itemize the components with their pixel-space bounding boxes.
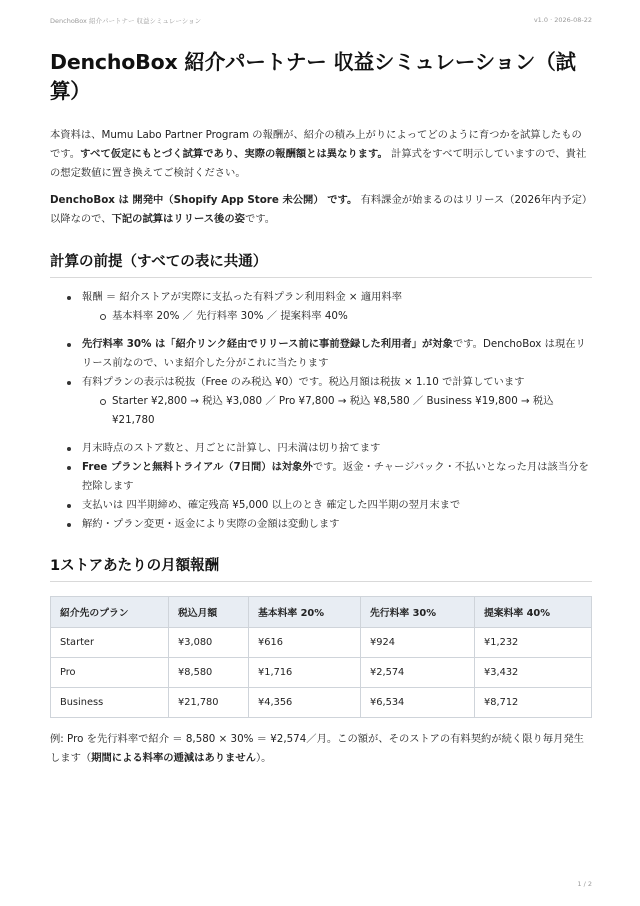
table-row [51, 688, 592, 718]
list-item [82, 307, 592, 326]
column-header: 紹介先のプラン [51, 597, 169, 628]
table-cell: ¥8,712 [475, 688, 592, 718]
list-item [50, 373, 592, 430]
column-header: 税込月額 [169, 597, 249, 628]
intro-text: 計算式をすべて明示していますので、貴社の想定数値に置き換えてご検討ください。 [50, 148, 587, 179]
list-item [50, 515, 592, 534]
table-cell: ¥2,574 [361, 658, 475, 688]
assumptions-heading: 計算の前提（すべての表に共通） [50, 252, 592, 278]
table-row [51, 658, 592, 688]
table-cell: ¥3,080 [169, 628, 249, 658]
list-item [50, 496, 592, 515]
column-header: 基本料率 20% [249, 597, 361, 628]
payment-terms: 支払いは 四半期締め、確定残高 ¥5,000 以上のとき 確定した四半期の翌月末まで [82, 499, 461, 511]
intro-text: です。 [244, 213, 276, 225]
table-row [51, 628, 592, 658]
no-decay-note: 期間による料率の逓減はありません [91, 752, 256, 764]
assumptions-list [50, 288, 592, 534]
monthly-calc-note: 月末時点のストア数と、月ごとに計算し、円未満は切り捨てます [82, 442, 381, 454]
table-cell: ¥924 [361, 628, 475, 658]
page-header [50, 16, 592, 28]
table-cell: ¥1,716 [249, 658, 361, 688]
column-header: 先行料率 30% [361, 597, 475, 628]
intro-paragraph-2 [50, 191, 592, 229]
table-header-row [51, 597, 592, 628]
list-item [50, 458, 592, 496]
list-item [50, 335, 592, 373]
page-number: 1 / 2 [577, 880, 592, 888]
refund-note: です。返金・チャージバック・不払いとなった月は該当分を控除します [82, 461, 589, 492]
sub-list [82, 307, 592, 326]
table-cell: Business [51, 688, 169, 718]
variance-note: 解約・プラン変更・返金により実際の金額は変動します [82, 518, 340, 530]
free-exclusion: Free プランと無料トライアル（7日間）は対象外 [82, 461, 313, 473]
table-cell: ¥4,356 [249, 688, 361, 718]
header-version: v1.0 · 2026-08-22 [533, 16, 592, 24]
table-cell: ¥1,232 [475, 628, 592, 658]
intro-disclaimer: すべて仮定にもとづく試算であり、実際の報酬額とは異なります。 [80, 148, 388, 160]
price-conversion: Starter ¥2,800 → 税込 ¥3,080 ／ Pro ¥7,800 → 税込 ¥8,580 ／ Business ¥19,800 → 税込 ¥21,780 [112, 395, 554, 426]
dev-status: DenchoBox は 開発中（Shopify App Store 未公開） です。 [50, 194, 358, 206]
table-cell: ¥6,534 [361, 688, 475, 718]
list-item [82, 392, 592, 430]
intro-text: 有料課金が始まるのはリリース（2026年内予定）以降なので、 [50, 194, 588, 225]
post-release-note: 下記の試算はリリース後の姿 [111, 213, 245, 225]
intro-paragraph-1 [50, 126, 592, 183]
table-cell: Pro [51, 658, 169, 688]
early-rate-condition: 先行料率 30% は「紹介リンク経由でリリース前に事前登録した利用者」が対象 [82, 338, 453, 350]
price-note: 有料プランの表示は税抜（Free のみ税込 ¥0）です。税込月額は税抜 × 1.10 で計算しています [82, 376, 525, 388]
table-cell: ¥21,780 [169, 688, 249, 718]
document-title: DenchoBox 紹介パートナー 収益シミュレーション（試算） [50, 50, 576, 103]
column-header: 提案料率 40% [475, 597, 592, 628]
sub-list [82, 392, 592, 430]
table-cell: ¥616 [249, 628, 361, 658]
intro-text: 本資料は、Mumu Labo Partner Program の報酬が、紹介の積み上がりによってどのように育つかを試算したものです。 [50, 129, 582, 160]
example-text: 例: Pro を先行料率で紹介 ＝ 8,580 × 30% ＝ ¥2,574／月。この額が、そのストアの有料契約が続く限り毎月発生します（ [50, 733, 584, 764]
table-cell: ¥8,580 [169, 658, 249, 688]
reward-table [50, 596, 592, 718]
list-item [50, 288, 592, 326]
table-cell: Starter [51, 628, 169, 658]
document-body [50, 48, 592, 768]
list-item [50, 439, 592, 458]
example-paragraph [50, 730, 592, 768]
example-text: ）。 [255, 752, 272, 764]
rate-tiers: 基本料率 20% ／ 先行料率 30% ／ 提案料率 40% [112, 310, 348, 322]
monthly-reward-heading: 1ストアあたりの月額報酬 [50, 556, 592, 582]
early-rate-note: です。DenchoBox は現在リリース前なので、いま紹介した分がこれに当たります [82, 338, 586, 369]
table-cell: ¥3,432 [475, 658, 592, 688]
header-doc-title: DenchoBox 紹介パートナー 収益シミュレーション [50, 17, 202, 25]
reward-formula: 報酬 ＝ 紹介ストアが実際に支払った有料プラン利用料金 × 適用料率 [82, 291, 403, 303]
